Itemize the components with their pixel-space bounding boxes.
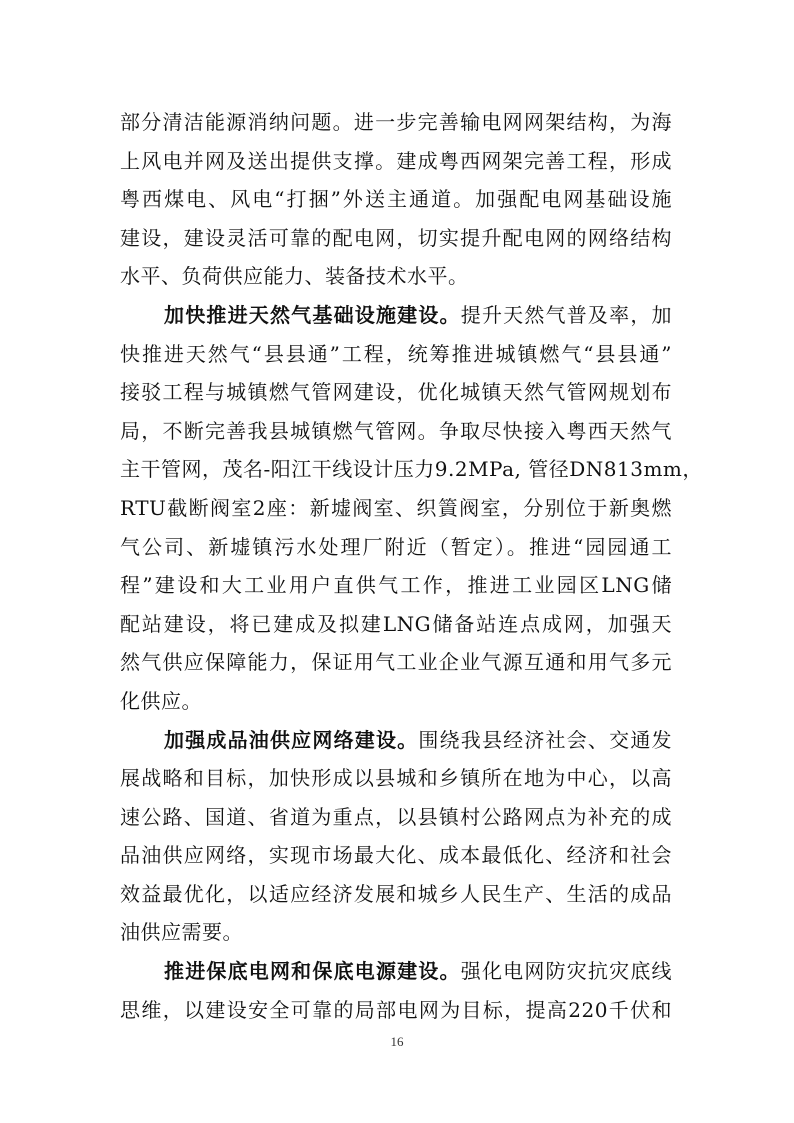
body-text [120, 103, 703, 1029]
section-heading: 推进保底电网和保底电源建设。 [164, 959, 461, 984]
text-line: 粤西煤电、风电“打捆”外送主通道。加强配电网基础设施 [120, 187, 672, 212]
page-number: 16 [390, 1034, 404, 1049]
section-heading: 加快推进天然气基础设施建设。 [164, 302, 461, 327]
text-line: 程”建设和大工业用户直供气工作，推进工业园区LNG储 [120, 573, 672, 598]
paragraph-first-line [120, 721, 672, 760]
text-line: 效益最优化，以适应经济发展和城乡人民生产、生活的成品 [120, 881, 672, 906]
paragraph-first-line [120, 952, 672, 991]
text-line: 思维，以建设安全可靠的局部电网为目标，提高220千伏和 [120, 997, 672, 1022]
text-span: 围绕我县经济社会、交通发 [418, 727, 673, 752]
text-line: 化供应。 [120, 688, 202, 713]
text-line: 建设，建设灵活可靠的配电网，切实提升配电网的网络结构 [120, 225, 672, 250]
text-line: 接驳工程与城镇燃气管网建设，优化城镇天然气管网规划布 [120, 380, 672, 405]
text-line: 展战略和目标，加快形成以县城和乡镇所在地为中心，以高 [120, 766, 672, 791]
text-span: 强化电网防灾抗灾底线 [460, 959, 673, 984]
text-line: 主干管网，茂名-阳江干线设计压力9.2MPa, 管径DN813mm， [120, 457, 703, 482]
text-line: 上风电并网及送出提供支撑。建成粤西网架完善工程，形成 [120, 148, 672, 173]
text-line: 然气供应保障能力，保证用气工业企业气源互通和用气多元 [120, 650, 672, 675]
text-span: 提升天然气普及率，加 [460, 302, 673, 327]
text-line: 配站建设，将已建成及拟建LNG储备站连点成网，加强天 [120, 611, 672, 636]
text-line: 局，不断完善我县城镇燃气管网。争取尽快接入粤西天然气 [120, 418, 672, 443]
text-line: 快推进天然气“县县通”工程，统筹推进城镇燃气“县县通” [120, 341, 672, 366]
paragraph-first-line [120, 296, 672, 335]
text-line: 气公司、新墟镇污水处理厂附近（暂定）。推进“园园通工 [120, 534, 672, 559]
section-heading: 加强成品油供应网络建设。 [164, 727, 419, 752]
text-line: 水平、负荷供应能力、装备技术水平。 [120, 264, 469, 289]
text-line: 速公路、国道、省道为重点，以县镇村公路网点为补充的成 [120, 804, 672, 829]
text-line: RTU截断阀室2座：新墟阀室、织篢阀室，分别位于新奥燃 [120, 495, 672, 520]
text-line: 品油供应网络，实现市场最大化、成本最低化、经济和社会 [120, 843, 672, 868]
text-line: 部分清洁能源消纳问题。进一步完善输电网网架结构，为海 [120, 110, 672, 134]
text-line: 油供应需要。 [120, 920, 243, 945]
